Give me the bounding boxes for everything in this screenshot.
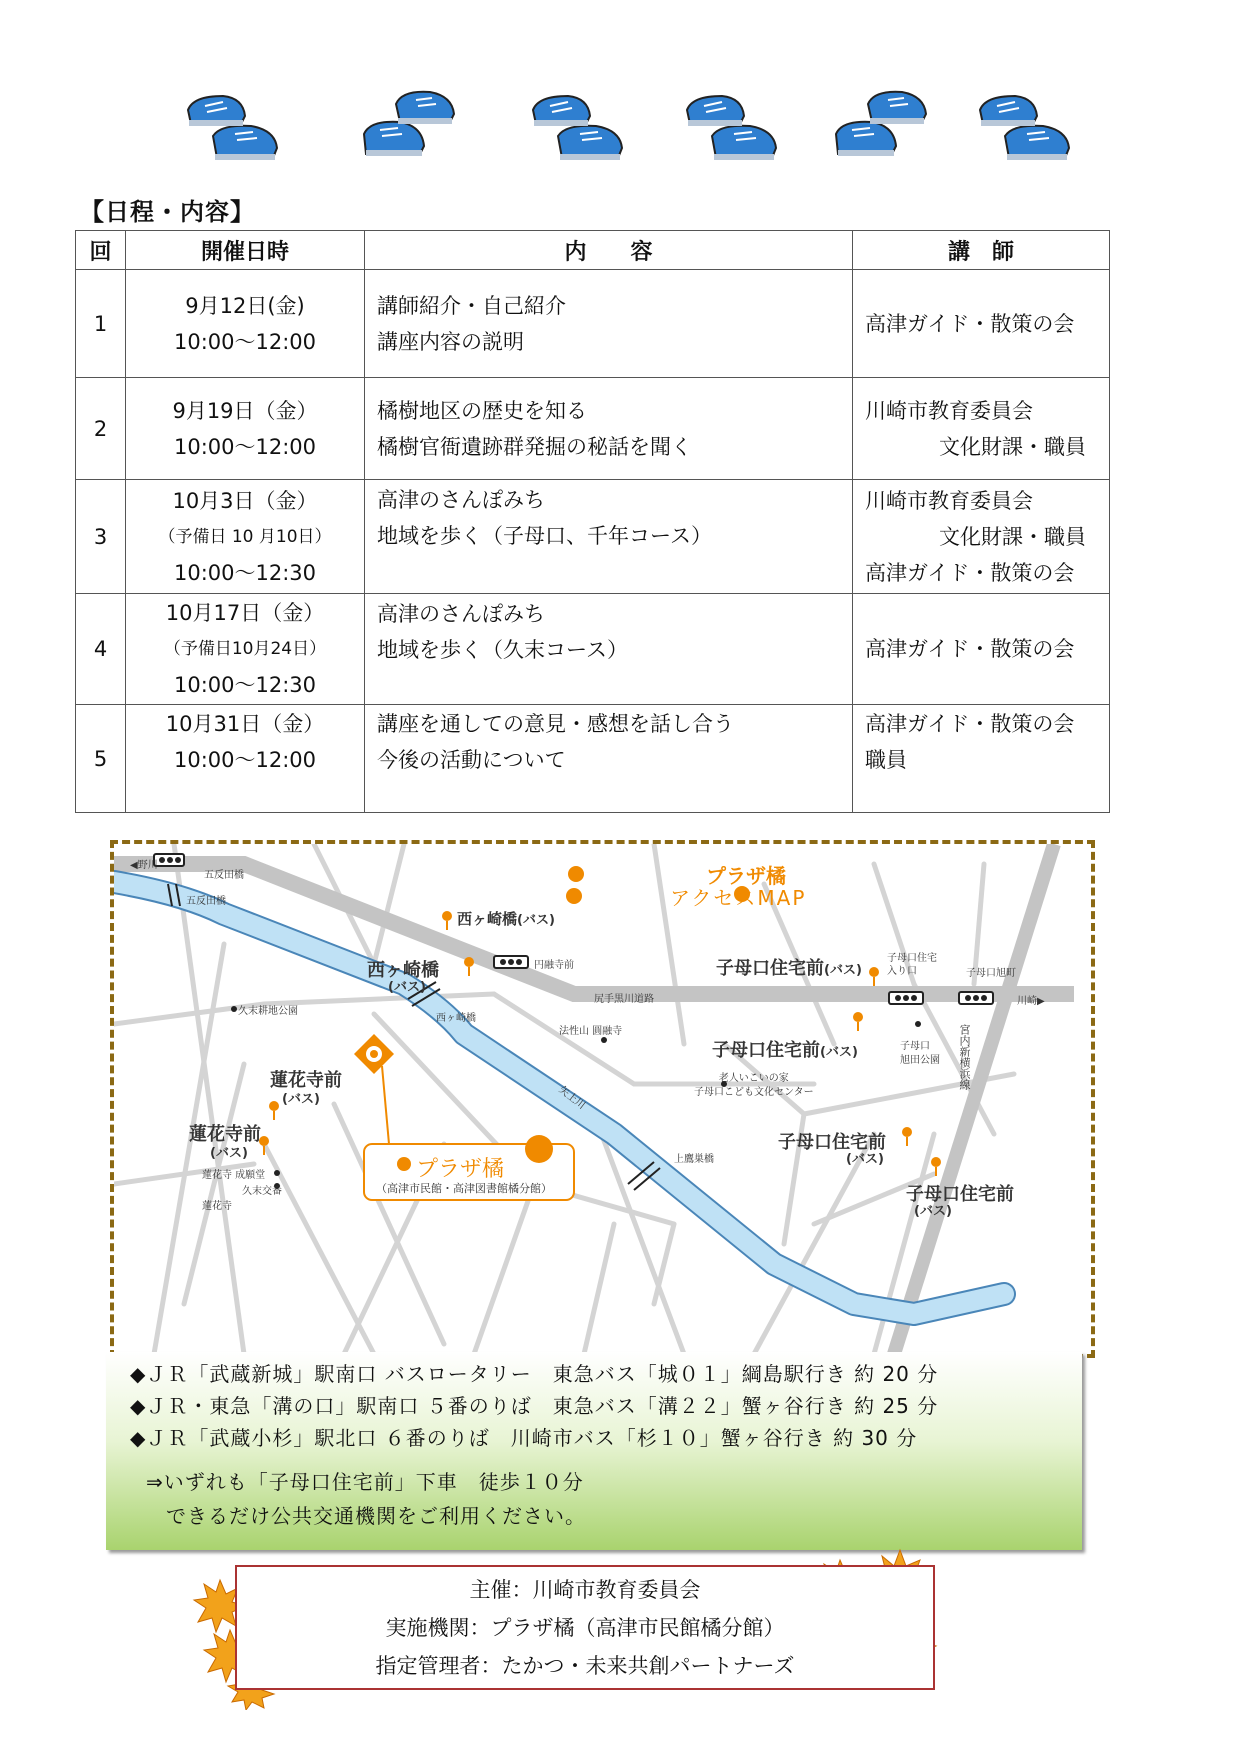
bus-stop-label: 蓮花寺前 [270, 1070, 342, 1091]
session-content [365, 594, 853, 705]
session-datetime [126, 378, 365, 480]
session-number: 2 [76, 378, 126, 480]
access-line: ◆ＪＲ「武蔵新城」駅南口 バスロータリー 東急バス「城０１」綱島駅行き 約 20 分 [130, 1362, 939, 1386]
bus-label: (バス) [914, 1204, 952, 1219]
bus-stop-label: 西ヶ崎橋(バス) [457, 910, 555, 928]
map-label: 子母口住宅 入り口 [887, 953, 937, 977]
session-date: 10月3日（金） [172, 488, 318, 513]
session-time: 10:00～12:30 [173, 673, 317, 697]
content-line: 地域を歩く（久末コース） [377, 638, 628, 662]
session-teacher [853, 270, 1110, 378]
map-label: 蓮花寺 成願堂 [202, 1170, 266, 1181]
teacher-line: 職員 [865, 748, 907, 772]
map-label: 五反田橋 [204, 870, 244, 881]
access-map [110, 840, 1095, 1358]
bus-label: (バス) [388, 980, 426, 995]
table-row [76, 270, 1110, 378]
map-label: 子母口 旭田公園 [900, 1041, 940, 1066]
session-datetime [126, 480, 365, 594]
teacher-line: 高津ガイド・散策の会 [865, 311, 1075, 336]
session-content [365, 378, 853, 480]
access-line: ◆ＪＲ「武蔵小杉」駅北口 ６番のりば 川崎市バス「杉１０」蟹ヶ谷行き 約 30 分 [130, 1426, 918, 1450]
session-date: 9月19日（金） [172, 398, 318, 423]
session-date: 10月31日（金） [165, 712, 325, 736]
map-label: 子母口旭町 [966, 968, 1016, 979]
map-label: 老人いこいの家 子母口こども文化センター [694, 1073, 814, 1098]
session-teacher [853, 594, 1110, 705]
bus-label: (バス) [846, 1152, 884, 1167]
bus-stop-label: 子母口住宅前 [778, 1132, 886, 1153]
sneakers-icon [528, 88, 628, 168]
schedule-table [75, 230, 1110, 813]
session-teacher [853, 480, 1110, 594]
teacher-line: 高津ガイド・散策の会 [865, 560, 1075, 585]
map-roads [114, 844, 1091, 1354]
map-label: 久末交番 [242, 1186, 282, 1197]
column-header: 開催日時 [126, 231, 365, 270]
session-teacher [853, 378, 1110, 480]
teacher-line: 高津ガイド・散策の会 [865, 712, 1075, 736]
content-line: 高津のさんぽみち [377, 602, 545, 626]
session-number: 4 [76, 594, 126, 705]
content-line: 講座を通しての意見・感想を話し合う [377, 712, 734, 736]
content-line: 講師紹介・自己紹介 [377, 293, 566, 318]
map-label: 宮内新横浜線 [958, 1024, 971, 1090]
session-datetime [126, 705, 365, 813]
map-label: ◀野川 [130, 860, 158, 871]
table-header-row [76, 231, 1110, 270]
content-line: 講座内容の説明 [377, 329, 524, 354]
sneakers-icon [975, 88, 1075, 168]
bus-label: (バス) [282, 1092, 320, 1107]
teacher-line: 文化財課・職員 [939, 434, 1086, 459]
session-time: 10:00～12:30 [173, 560, 317, 585]
map-label: 川崎▶ [1017, 996, 1045, 1007]
session-number: 5 [76, 705, 126, 813]
content-line: 橘樹官衙遺跡群発掘の秘話を聞く [377, 434, 692, 459]
session-content [365, 480, 853, 594]
session-time: 10:00～12:00 [173, 434, 317, 459]
map-label: 法性山 圓融寺 [559, 1026, 623, 1037]
content-line: 高津のさんぽみち [377, 488, 545, 512]
bus-stop-label: 西ヶ崎橋 [367, 960, 439, 981]
map-label: 上鷹巣橋 [674, 1154, 714, 1165]
plaza-sublabel: （高津市民館・高津図書館橘分館） [376, 1182, 552, 1195]
bus-stop-label: 子母口住宅前(バス) [716, 958, 862, 979]
map-title: プラザ橘 [706, 864, 786, 888]
session-time: 10:00～12:00 [173, 329, 317, 354]
access-note: ⇒いずれも「子母口住宅前」下車 徒歩１０分 [146, 1470, 584, 1494]
table-row [76, 594, 1110, 705]
content-line: 橘樹地区の歴史を知る [377, 398, 587, 423]
sneakers-icon [183, 88, 283, 168]
sneakers-icon [682, 88, 782, 168]
table-row [76, 378, 1110, 480]
bus-stop-label: 蓮花寺前 [189, 1124, 261, 1145]
plaza-label: プラザ橘 [416, 1157, 505, 1182]
bus-stop-label: 子母口住宅前 [906, 1184, 1014, 1205]
organizer-host: 主催：川崎市教育委員会 [469, 1578, 701, 1602]
session-content [365, 705, 853, 813]
session-datetime [126, 594, 365, 705]
map-subtitle: アクセスMAP [670, 886, 807, 910]
map-label: 円融寺前 [534, 960, 574, 971]
organizer-box [235, 1565, 935, 1690]
map-label: 尻手黒川道路 [594, 994, 654, 1005]
column-header: 講 師 [853, 231, 1110, 270]
content-line: 今後の活動について [377, 748, 566, 772]
session-reserve-date: （予備日 10 月10日） [158, 526, 332, 547]
map-label: 五反田橋 [186, 896, 226, 907]
session-number: 3 [76, 480, 126, 594]
map-label: 蓮花寺 [202, 1201, 232, 1212]
map-label: 西ヶ崎橋 [436, 1013, 476, 1024]
organizer-manager: 指定管理者：たかつ・未来共創パートナーズ [375, 1654, 795, 1678]
content-line: 地域を歩く（子母口、千年コース） [377, 524, 712, 548]
teacher-line: 文化財課・職員 [939, 524, 1086, 549]
teacher-line: 高津ガイド・散策の会 [865, 637, 1075, 661]
column-header: 回 [76, 231, 126, 270]
organizer-operator: 実施機関：プラザ橘（高津市民館橘分館） [385, 1616, 785, 1640]
table-row [76, 480, 1110, 594]
table-row [76, 705, 1110, 813]
map-label: 久末耕地公園 [238, 1006, 298, 1017]
bus-stop-label: 子母口住宅前(バス) [712, 1040, 858, 1061]
river-label: 矢上川 [556, 1084, 587, 1112]
teacher-line: 川崎市教育委員会 [865, 488, 1033, 513]
session-teacher [853, 705, 1110, 813]
session-date: 10月17日（金） [165, 601, 325, 625]
session-number: 1 [76, 270, 126, 378]
sneakers-icon [360, 88, 460, 168]
session-content [365, 270, 853, 378]
access-info [106, 1352, 1082, 1550]
session-time: 10:00～12:00 [173, 748, 317, 772]
session-datetime [126, 270, 365, 378]
column-header: 内 容 [365, 231, 853, 270]
session-date: 9月12日(金) [185, 293, 305, 318]
bus-label: (バス) [210, 1146, 248, 1161]
section-title: 【日程・内容】 [80, 198, 255, 226]
access-line: ◆ＪＲ・東急「溝の口」駅南口 ５番のりば 東急バス「溝２２」蟹ヶ谷行き 約 25 分 [130, 1394, 939, 1418]
teacher-line: 川崎市教育委員会 [865, 398, 1033, 423]
access-note: できるだけ公共交通機関をご利用ください。 [166, 1504, 586, 1528]
session-reserve-date: （予備日10月24日） [163, 639, 327, 659]
sneakers-icon [832, 88, 932, 168]
